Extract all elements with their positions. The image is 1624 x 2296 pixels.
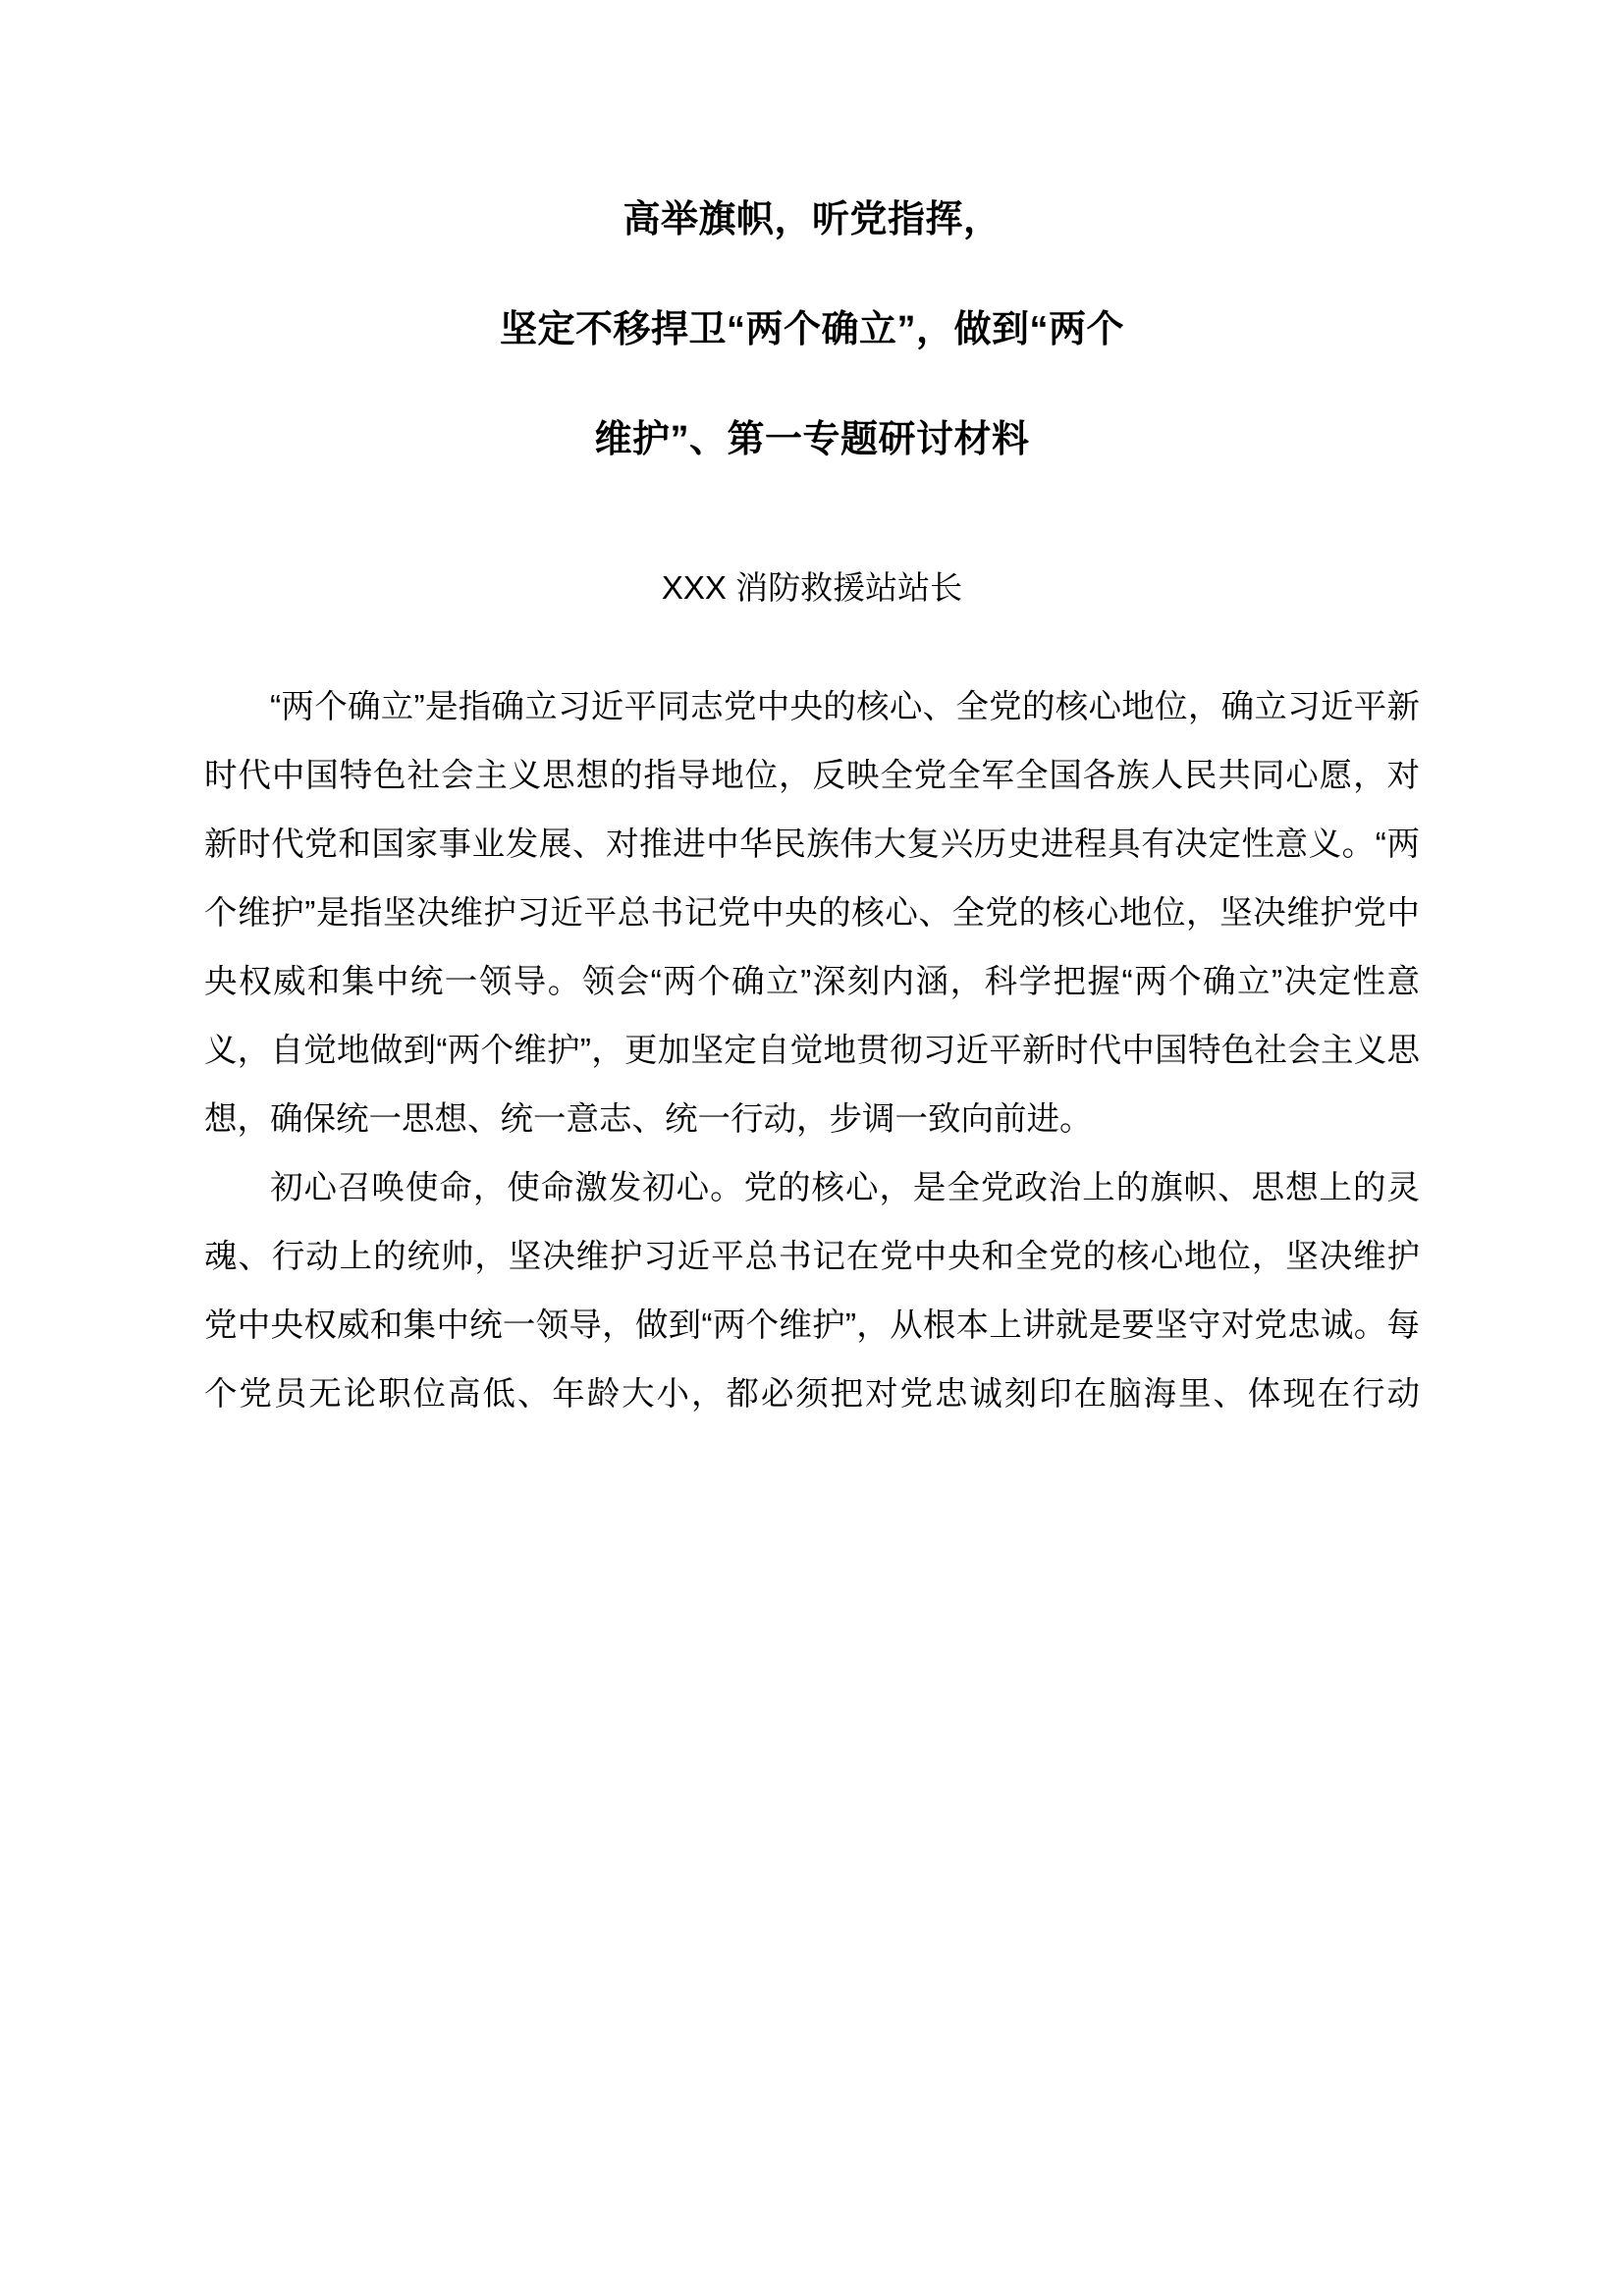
document-byline: XXX 消防救援站站长 <box>661 569 963 606</box>
title-line-3: 维护”、第一专题研讨材料 <box>594 419 1030 460</box>
title-line-2: 坚定不移捍卫“两个确立”，做到“两个 <box>499 309 1124 350</box>
document-body <box>204 622 1420 1498</box>
page-content <box>204 0 1420 1498</box>
title-line-1: 高举旗帜，听党指挥， <box>623 199 1001 240</box>
body-paragraph-2: 初心召唤使命，使命激发初心。党的核心，是全党政治上的旗帜、思想上的灵魂、行动上的统帅，坚决维护习近平总书记在党中央和全党的核心地位，坚决维护党中央权威和集中统一领导，做到“两个维护”，从根本上讲就是要坚守对党忠诚。每个党员无论职位高低、年龄大小，都必须把对党忠诚刻印在脑海里、体现在行动 <box>204 1170 1420 1413</box>
body-paragraph-1: “两个确立”是指确立习近平同志党中央的核心、全党的核心地位，确立习近平新时代中国特色社会主义思想的指导地位，反映全党全军全国各族人民共同心愿，对新时代党和国家事业发展、对推进中华民族伟大复兴历史进程具有决定性意义。“两个维护”是指坚决维护习近平总书记党中央的核心、全党的核心地位，坚决维护党中央权威和集中统一领导。领会“两个确立”深刻内涵，科学把握“两个确立”决定性意义，自觉地做到“两个维护”，更加坚定自觉地贯彻习近平新时代中国特色社会主义思想，确保统一思想、统一意志、统一行动，步调一致向前进。 <box>204 689 1420 1138</box>
document-title <box>204 0 1420 495</box>
